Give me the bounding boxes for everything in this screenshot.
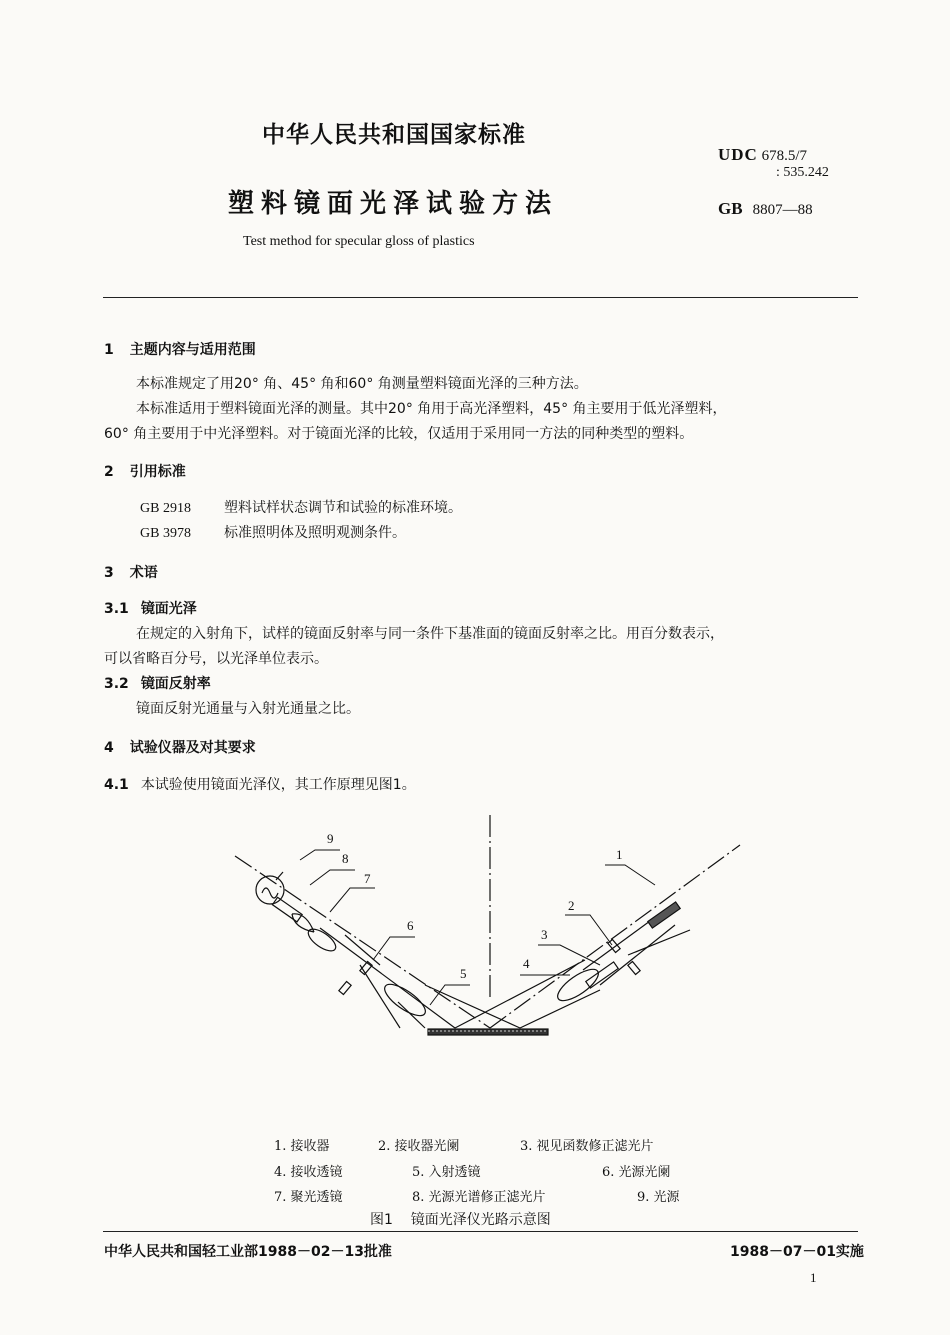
section-1-para-1: 本标准规定了用20° 角、45° 角和60° 角测量塑料镜面光泽的三种方法。 — [136, 376, 588, 392]
caption-item: 6. 光源光阑 — [602, 1165, 671, 1180]
label-4: 4 — [523, 956, 530, 971]
reference-text: 标准照明体及照明观测条件。 — [224, 525, 406, 541]
subsection-number: 4.1 — [104, 777, 129, 793]
udc-value: 678.5/7 — [761, 148, 808, 164]
effective-date: 1988－07－01实施 — [730, 1244, 864, 1260]
caption-item: 2. 接收器光阑 — [378, 1139, 460, 1154]
udc-label: UDC — [718, 145, 758, 164]
reference-code: GB 3978 — [140, 526, 191, 541]
section-title: 主题内容与适用范围 — [129, 342, 256, 358]
label-1: 1 — [616, 847, 623, 862]
section-number: 2 — [104, 464, 114, 480]
section-number: 1 — [104, 342, 114, 358]
caption-item: 5. 入射透镜 — [412, 1165, 481, 1180]
caption-item: 9. 光源 — [637, 1190, 680, 1205]
sample-plate — [428, 1029, 548, 1035]
caption-item: 7. 聚光透镜 — [274, 1190, 343, 1205]
subsection-3-1-para-2: 可以省略百分号，以光泽单位表示。 — [104, 651, 328, 667]
reference-text: 塑料试样状态调节和试验的标准环境。 — [224, 500, 462, 516]
caption-item: 1. 接收器 — [274, 1139, 330, 1154]
incident-axis — [235, 856, 490, 1028]
approval-line: 中华人民共和国轻工业部1988－02－13批准 — [104, 1244, 392, 1260]
section-title: 试验仪器及对其要求 — [129, 740, 256, 756]
label-3: 3 — [541, 927, 548, 942]
incident-beam-edge — [320, 928, 455, 1028]
subsection-3-1-para-1: 在规定的入射角下，试样的镜面反射率与同一条件下基准面的镜面反射率之比。用百分数表示， — [136, 626, 724, 642]
udc-code-2: : 535.242 — [776, 165, 829, 180]
subsection-title: 镜面反射率 — [140, 676, 211, 692]
footer-rule — [103, 1231, 858, 1232]
caption-item: 4. 接收透镜 — [274, 1165, 343, 1180]
subsection-number: 3.2 — [104, 676, 129, 692]
section-title: 引用标准 — [129, 464, 186, 480]
label-2: 2 — [568, 898, 575, 913]
label-8: 8 — [342, 851, 349, 866]
section-number: 3 — [104, 565, 114, 581]
caption-item: 8. 光源光谱修正滤光片 — [412, 1190, 546, 1205]
page-number: 1 — [810, 1270, 817, 1285]
reference-code: GB 2918 — [140, 501, 191, 516]
figure-title: 图1 镜面光泽仪光路示意图 — [370, 1212, 551, 1228]
source-aperture — [360, 961, 372, 974]
gb-value: 8807—88 — [752, 202, 813, 218]
subsection-text: 本试验使用镜面光泽仪，其工作原理见图1。 — [140, 777, 416, 793]
caption-item: 3. 视见函数修正滤光片 — [520, 1139, 654, 1154]
section-number: 4 — [104, 740, 114, 756]
document-title: 塑料镜面光泽试验方法 — [228, 189, 559, 219]
receiver — [648, 902, 680, 928]
section-title: 术语 — [129, 565, 158, 581]
label-9: 9 — [327, 831, 334, 846]
incident-lens — [380, 979, 430, 1021]
label-6: 6 — [407, 918, 414, 933]
subsection-number: 3.1 — [104, 601, 129, 617]
source-filter — [272, 897, 302, 922]
label-5: 5 — [460, 966, 467, 981]
english-title: Test method for specular gloss of plastics — [243, 234, 475, 249]
reflected-axis — [490, 845, 740, 1028]
subsection-title: 镜面光泽 — [140, 601, 197, 617]
section-1-para-2b: 60° 角主要用于中光泽塑料。对于镜面光泽的比较，仅适用于采用同一方法的同种类型的塑料。 — [104, 426, 694, 442]
label-7: 7 — [364, 871, 371, 886]
section-1-para-2a: 本标准适用于塑料镜面光泽的测量。其中20° 角用于高光泽塑料，45° 角主要用于低光泽塑料， — [136, 401, 727, 417]
subsection-3-2-para: 镜面反射光通量与入射光通量之比。 — [136, 701, 360, 717]
org-title: 中华人民共和国国家标准 — [262, 122, 526, 148]
gb-label: GB — [718, 199, 743, 218]
